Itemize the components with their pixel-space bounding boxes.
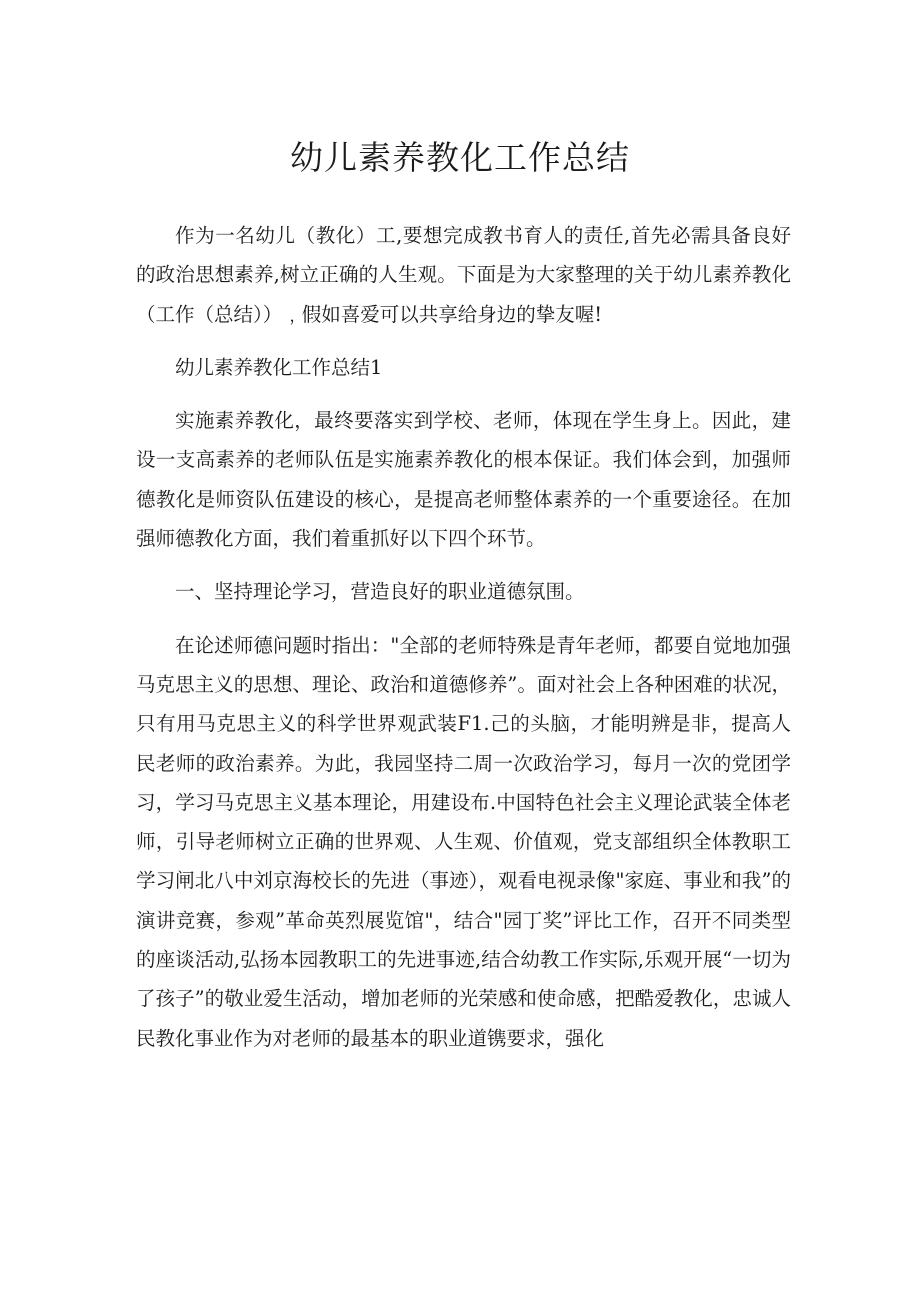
body-paragraph-1: 实施素养教化，最终要落实到学校、老师，体现在学生身上。因此，建设一支高素养的老师队伍是实施素养教化的根本保证。我们体会到，加强师德教化是师资队伍建设的核心，是提高老师整体素养的一个重要途径。在加强师德教化方面，我们着重抓好以下四个环节。 — [136, 409, 791, 551]
intro-paragraph: 作为一名幼儿（教化）工,要想完成教书育人的责任,首先必需具备良好的政治思想素养,树立正确的人生观。下面是为大家整理的关于幼儿素养教化（工作（总结））﹐假如喜爱可以共享给身边的挚友喔! — [136, 224, 791, 326]
point-1-heading: 一、坚持理论学习，营造良好的职业道德氛围。 — [175, 580, 585, 604]
document-body — [136, 216, 791, 1072]
section-heading: 幼儿素养教化工作总结1 — [175, 355, 383, 379]
document-title: 幼儿素养教化工作总结 — [290, 138, 630, 177]
body-paragraph-2: 在论述师德问题时指出："全部的老师特殊是青年老师，都要自觉地加强马克思主义的思想、理论、政治和道德修养”。面对社会上各种困难的状况，只有用马克思主义的科学世界观武装F1.己的头脑，才能明辨是非，提高人民老师的政治素养。为此，我园坚持二周一次政治学习，每月一次的党团学习，学习马克思主义基本理论，用建设布.中国特色社会主义理论武装全体老师，引导老师树立正确的世界观、人生观、价值观，党支部组织全体教职工学习闸北八中刘京海校长的先进（事迹），观看电视录像"家庭、事业和我”的演讲竞赛，参观”革命英烈展览馆"，结合"园丁奖”评比工作，召开不同类型的座谈活动,弘扬本园教职工的先进事迹,结合幼教工作实际,乐观开展“一切为了孩子”的敬业爱生活动，增加老师的光荣感和使命感，把酷爱教化，忠诚人民教化事业作为对老师的最基本的职业道镌要求，强化 — [136, 633, 791, 1050]
